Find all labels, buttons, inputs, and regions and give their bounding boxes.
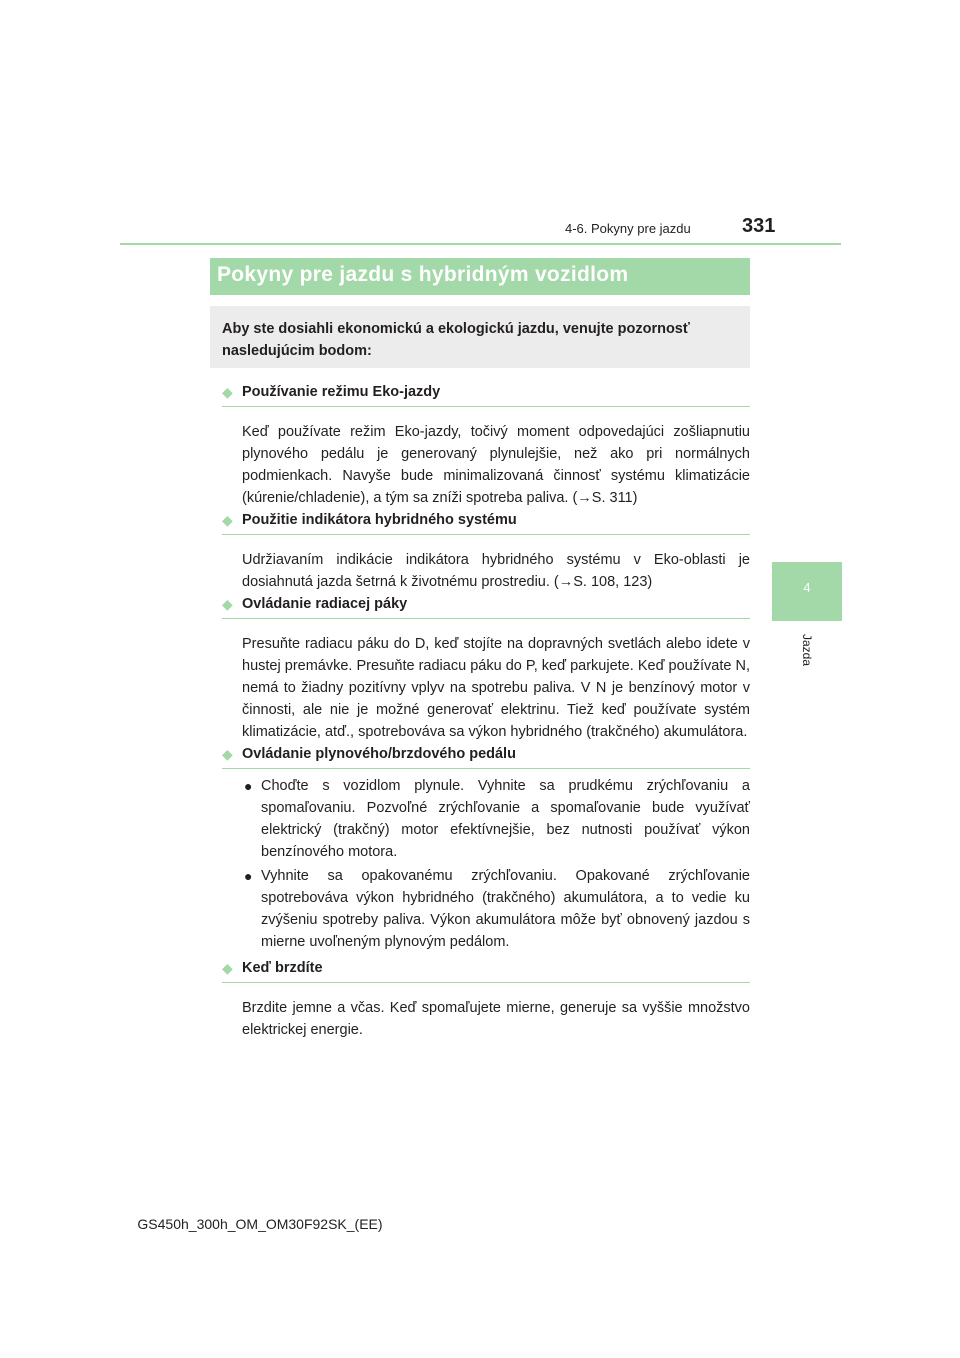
section-heading <box>222 510 750 535</box>
chapter-label <box>797 628 817 672</box>
section-text: Keď používate režim Eko-jazdy, točivý moment odpovedajúci zošliapnutiu plynového pedálu je generovaný plynulejšie, než ako pri normálnych podmienkach. Navyše bude minimalizovaná činnosť systému klimatizácie (kúrenie/chladenie), a tým sa zníži spotreba paliva. (→S. 311) <box>242 424 750 506</box>
diamond-icon: ◆ <box>222 746 233 762</box>
header-rule <box>120 243 841 245</box>
list-item <box>244 865 750 953</box>
section-heading <box>222 594 750 619</box>
section-text: Presuňte radiacu páku do D, keď stojíte na dopravných svetlách alebo idete v hustej premávke. Presuňte radiacu páku do P, keď parkujete. Keď používate N, nemá to žiadny pozitívny vplyv na spotrebu paliva. V N je benzínový motor v činnosti, ale nie je možné generovať elektrinu. Tiež keď používate systém klimatizácie, atď., spotrebováva sa výkon hybridného (trakčného) akumulátora. <box>242 636 750 740</box>
footer-document-code: GS450h_300h_OM_OM30F92SK_(EE) <box>137 1216 383 1232</box>
bullet-icon: ● <box>244 778 253 794</box>
list-item <box>244 775 750 863</box>
section-heading <box>222 744 750 769</box>
section-text: Brzdite jemne a včas. Keď spomaľujete mierne, generuje sa vyššie množstvo elektrickej energie. <box>242 1000 750 1038</box>
page-title: Pokyny pre jazdu s hybridným vozidlom <box>217 263 629 286</box>
diamond-icon: ◆ <box>222 596 233 612</box>
section-text: Udržiavaním indikácie indikátora hybridného systému v Eko-oblasti je dosiahnutá jazda šetrná k životnému prostrediu. (→S. 108, 123) <box>242 552 750 590</box>
section-heading-text: Ovládanie radiacej páky <box>242 596 408 612</box>
bullet-list <box>222 775 750 953</box>
section-heading-text: Použitie indikátora hybridného systému <box>242 512 517 528</box>
diamond-icon: ◆ <box>222 960 233 976</box>
section-shift-lever <box>222 594 750 743</box>
page-number: 331 <box>742 215 776 237</box>
list-item-text: Choďte s vozidlom plynule. Vyhnite sa prudkému zrýchľovaniu a spomaľovaniu. Pozvoľné zrýchľovanie a spomaľovanie bude využívať elektrický (trakčný) motor efektívnejšie, bez nutnosti používať výkon benzínového motora. <box>261 778 750 860</box>
chapter-label-text: Jazda <box>800 633 814 667</box>
list-item-text: Vyhnite sa opakovanému zrýchľovaniu. Opakované zrýchľovanie spotrebováva výkon hybridného (trakčného) akumulátora, a to vedie ku zvýšeniu spotreby paliva. Výkon akumulátora môže byť obnovený jazdou s mierne uvoľneným plynovým pedálom. <box>261 868 750 950</box>
bullet-icon: ● <box>244 868 253 884</box>
chapter-number: 4 <box>803 580 811 595</box>
section-eco-mode <box>222 382 750 509</box>
intro-box: Aby ste dosiahli ekonomickú a ekologickú jazdu, venujte pozornosť nasledujúcim bodom: <box>210 306 750 368</box>
section-braking <box>222 958 750 1041</box>
section-pedals <box>222 744 750 953</box>
section-heading-text: Ovládanie plynového/brzdového pedálu <box>242 746 516 762</box>
section-heading-text: Keď brzdíte <box>242 960 323 976</box>
header-section-title: 4-6. Pokyny pre jazdu <box>565 221 691 236</box>
diamond-icon: ◆ <box>222 384 233 400</box>
section-heading <box>222 958 750 983</box>
section-heading <box>222 382 750 407</box>
section-heading-text: Používanie režimu Eko-jazdy <box>242 384 441 400</box>
chapter-tab <box>772 562 842 621</box>
title-bar <box>210 258 750 295</box>
section-hybrid-indicator <box>222 510 750 593</box>
diamond-icon: ◆ <box>222 512 233 528</box>
